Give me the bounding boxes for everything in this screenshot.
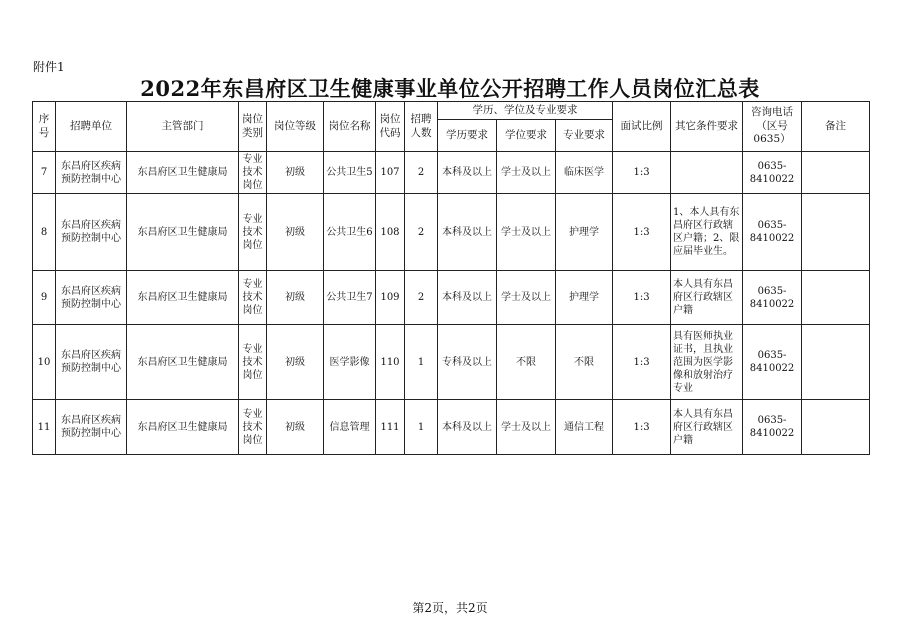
cell-post-name: 医学影像 — [324, 325, 376, 400]
header-level: 岗位等级 — [267, 102, 324, 152]
cell-note — [802, 271, 870, 325]
cell-ratio: 1:3 — [613, 271, 671, 325]
cell-dept: 东昌府区卫生健康局 — [127, 194, 239, 271]
header-note: 备注 — [802, 102, 870, 152]
table-row — [33, 400, 870, 455]
header-count: 招聘人数 — [405, 102, 438, 152]
cell-major: 护理学 — [556, 194, 613, 271]
cell-other: 本人具有东昌府区行政辖区户籍 — [671, 271, 743, 325]
cell-post-name: 公共卫生5 — [324, 152, 376, 194]
cell-phone: 0635-8410022 — [743, 194, 802, 271]
table-row — [33, 325, 870, 400]
cell-degree: 学士及以上 — [497, 152, 556, 194]
cell-ratio: 1:3 — [613, 325, 671, 400]
cell-degree: 学士及以上 — [497, 271, 556, 325]
cell-seq: 8 — [33, 194, 56, 271]
cell-edu: 本科及以上 — [438, 152, 497, 194]
cell-major: 通信工程 — [556, 400, 613, 455]
header-seq: 序号 — [33, 102, 56, 152]
cell-category: 专业技术岗位 — [239, 325, 267, 400]
cell-note — [802, 194, 870, 271]
cell-ratio: 1:3 — [613, 152, 671, 194]
cell-other — [671, 152, 743, 194]
cell-dept: 东昌府区卫生健康局 — [127, 400, 239, 455]
cell-degree: 学士及以上 — [497, 400, 556, 455]
cell-phone: 0635-8410022 — [743, 400, 802, 455]
positions-table — [32, 101, 870, 455]
cell-dept: 东昌府区卫生健康局 — [127, 271, 239, 325]
cell-post-code: 109 — [376, 271, 405, 325]
cell-phone: 0635-8410022 — [743, 271, 802, 325]
cell-unit: 东昌府区疾病预防控制中心 — [56, 194, 127, 271]
cell-dept: 东昌府区卫生健康局 — [127, 325, 239, 400]
cell-note — [802, 400, 870, 455]
header-dept: 主管部门 — [127, 102, 239, 152]
cell-level: 初级 — [267, 325, 324, 400]
cell-phone: 0635-8410022 — [743, 152, 802, 194]
header-post-name: 岗位名称 — [324, 102, 376, 152]
cell-other: 本人具有东昌府区行政辖区户籍 — [671, 400, 743, 455]
cell-major: 临床医学 — [556, 152, 613, 194]
cell-ratio: 1:3 — [613, 194, 671, 271]
cell-unit: 东昌府区疾病预防控制中心 — [56, 400, 127, 455]
table-row — [33, 271, 870, 325]
cell-major: 护理学 — [556, 271, 613, 325]
cell-unit: 东昌府区疾病预防控制中心 — [56, 271, 127, 325]
cell-level: 初级 — [267, 194, 324, 271]
header-phone: 咨询电话（区号0635） — [743, 102, 802, 152]
header-degree: 学位要求 — [497, 120, 556, 152]
cell-level: 初级 — [267, 152, 324, 194]
cell-seq: 10 — [33, 325, 56, 400]
cell-seq: 7 — [33, 152, 56, 194]
cell-edu: 本科及以上 — [438, 271, 497, 325]
cell-note — [802, 325, 870, 400]
cell-post-name: 公共卫生6 — [324, 194, 376, 271]
cell-post-code: 107 — [376, 152, 405, 194]
cell-count: 1 — [405, 400, 438, 455]
cell-count: 2 — [405, 152, 438, 194]
cell-other: 具有医师执业证书，且执业范围为医学影像和放射治疗专业 — [671, 325, 743, 400]
header-edu-group: 学历、学位及专业要求 — [438, 102, 613, 120]
attachment-label: 附件1 — [33, 60, 65, 74]
cell-phone: 0635-8410022 — [743, 325, 802, 400]
cell-post-code: 108 — [376, 194, 405, 271]
cell-post-name: 公共卫生7 — [324, 271, 376, 325]
cell-degree: 学士及以上 — [497, 194, 556, 271]
cell-unit: 东昌府区疾病预防控制中心 — [56, 152, 127, 194]
cell-seq: 9 — [33, 271, 56, 325]
cell-unit: 东昌府区疾病预防控制中心 — [56, 325, 127, 400]
header-edu: 学历要求 — [438, 120, 497, 152]
cell-category: 专业技术岗位 — [239, 271, 267, 325]
cell-category: 专业技术岗位 — [239, 400, 267, 455]
page-title: 2022年东昌府区卫生健康事业单位公开招聘工作人员岗位汇总表 — [140, 76, 760, 101]
header-other: 其它条件要求 — [671, 102, 743, 152]
cell-post-code: 111 — [376, 400, 405, 455]
cell-dept: 东昌府区卫生健康局 — [127, 152, 239, 194]
cell-seq: 11 — [33, 400, 56, 455]
cell-edu: 专科及以上 — [438, 325, 497, 400]
header-ratio: 面试比例 — [613, 102, 671, 152]
cell-category: 专业技术岗位 — [239, 194, 267, 271]
cell-ratio: 1:3 — [613, 400, 671, 455]
cell-edu: 本科及以上 — [438, 400, 497, 455]
cell-level: 初级 — [267, 271, 324, 325]
cell-note — [802, 152, 870, 194]
header-category: 岗位类别 — [239, 102, 267, 152]
cell-count: 2 — [405, 194, 438, 271]
cell-edu: 本科及以上 — [438, 194, 497, 271]
table-row — [33, 152, 870, 194]
header-unit: 招聘单位 — [56, 102, 127, 152]
page-footer: 第2页，共2页 — [412, 601, 488, 615]
cell-level: 初级 — [267, 400, 324, 455]
cell-degree: 不限 — [497, 325, 556, 400]
header-post-code: 岗位代码 — [376, 102, 405, 152]
table-row — [33, 194, 870, 271]
cell-post-code: 110 — [376, 325, 405, 400]
cell-count: 1 — [405, 325, 438, 400]
cell-major: 不限 — [556, 325, 613, 400]
cell-count: 2 — [405, 271, 438, 325]
cell-post-name: 信息管理 — [324, 400, 376, 455]
header-major: 专业要求 — [556, 120, 613, 152]
cell-other: 1、本人具有东昌府区行政辖区户籍；2、限应届毕业生。 — [671, 194, 743, 271]
cell-category: 专业技术岗位 — [239, 152, 267, 194]
